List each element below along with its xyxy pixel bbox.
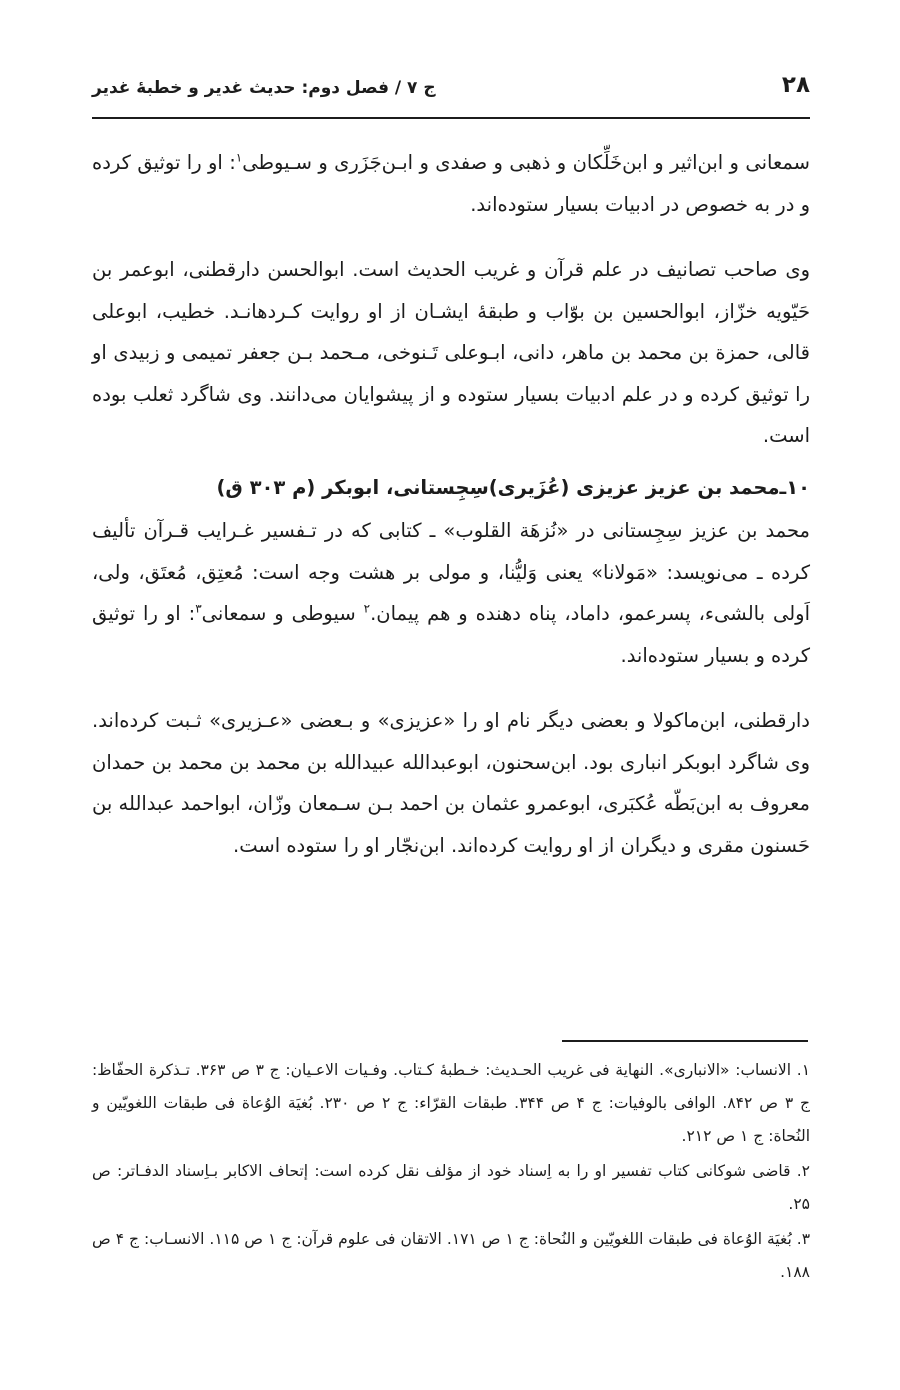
paragraph-1-text: سمعانی و ابن‌اثیر و ابن‌خَلِّکان و ذهبی و صفدی و ابـن‌جَزَری و سـیوطی: [242, 151, 810, 174]
section-heading: ۱۰ـ‌محمد بن عزیز عزیزی (عُزَیری)سِجِستانی، ابوبکر (م ۳۰۳ ق): [216, 475, 810, 499]
footnote-1: ۱. الانساب: «الانباری». النهایة فی غریب الحـدیث: خـطبهٔ کـتاب. وفـیات الاعـیان: ج ۳ ص ۳۶۳. تـذکرة الحفّاظ: ج ۳ ص ۸۴۲. الوافی بالوفیات: ج ۴ ص ۳۴۴. طبقات القرّاء: ج ۲ ص ۲۳۰. بُغیَة الوُعاة فی طبقات اللغویّین و النُحاة: ج ۱ ص ۲۱۲.: [92, 1061, 811, 1145]
paragraph-3: [92, 510, 810, 676]
body-text: [92, 142, 810, 866]
paragraph-4: دارقطنی، ابن‌ماکولا و بعضی دیگر نام او را «عزیزی» و بـعضی «عـزیری» ثـبت کرده‌اند. وی شاگرد ابوبکر انباری بود. ابن‌سحنون، ابوعبدالله عبیدالله بن محمد بن محمد بن حمدان معروف به ابن‌بَطّه عُکبَری، ابوعمرو عثمان بن احمد بـن سـمعان وزّان، ابواحمد عبدالله بن حَسنون مقری و دیگران از او روایت کرده‌اند. ابن‌نجّار او را ستوده است.: [92, 709, 810, 857]
paragraph-2: وی صاحب تصانیف در علم قرآن و غریب الحدیث است. ابوالحسن دارقطنی، ابوعمر بن حَیّویه خزّاز، ابوالحسین بن بوّاب و طبقهٔ ایشـان از او روایت کـردهانـد. خطیب، ابوعلی قالی، حمزة بن محمد بن ماهر، دانی، ابـوعلی تَـنوخی، مـحمد بـن جعفر تمیمی و زبیدی او را توثیق کرده و در علم ادبیات بسیار ستوده و از پیشوایان می‌دانند. وی شاگرد ثعلب بوده است.: [92, 258, 810, 447]
footnote-ref-2[interactable]: ۲: [363, 601, 371, 616]
page-number: ۲۸: [781, 72, 810, 98]
footnote-2: ۲. قاضی شوکانی کتاب تفسیر او را به اِسناد خود از مؤلف نقل کرده است: إتحاف الاکابر بـاِسناد الدفـاتر: ص ۲۵.: [92, 1162, 810, 1213]
paragraph-1-rest: : او را توثیق کرده و در به خصوص در ادبیات بسیار ستوده‌اند.: [92, 151, 810, 216]
paragraph-3-text-c: : او را توثیق کرده و بسیار ستوده‌اند.: [92, 602, 810, 667]
footnote-ref-3[interactable]: ۳: [195, 601, 202, 616]
header-rule: [92, 117, 810, 119]
running-header: [92, 68, 810, 112]
footnote-ref-1[interactable]: ۱: [235, 150, 243, 165]
footnote-separator: [562, 1040, 808, 1042]
running-title: ج ۷ / فصل دوم: حدیث غدیر و خطبهٔ غدیر: [92, 78, 436, 98]
paragraph-3-text-a: محمد بن عزیز سِجِستانی در «نُزهَة القلوب» ـ کتابی که در تـفسیر غـرایب قـرآن تألیف کرده ـ می‌نویسد: «مَولانا» یعنی وَلیُّنا، و مولی بر هشت وجه است: مُعتِق، مُعتَق، ولی، اَولی بالشیء، پسرعمو، داماد، پناه دهنده و هم پیمان.: [92, 519, 810, 625]
paragraph-1: [92, 142, 810, 225]
paragraph-3-text-b: سیوطی و سمعانی: [201, 602, 364, 625]
footnotes: [92, 1054, 810, 1291]
footnote-3: ۳. بُغیَة الوُعاة فی طبقات اللغویّین و النُحاة: ج ۱ ص ۱۷۱. الاتقان فی علوم قرآن: ج ۱ ص ۱۱۵. الانسـاب: ج ۴ ص ۱۸۸.: [92, 1230, 811, 1281]
